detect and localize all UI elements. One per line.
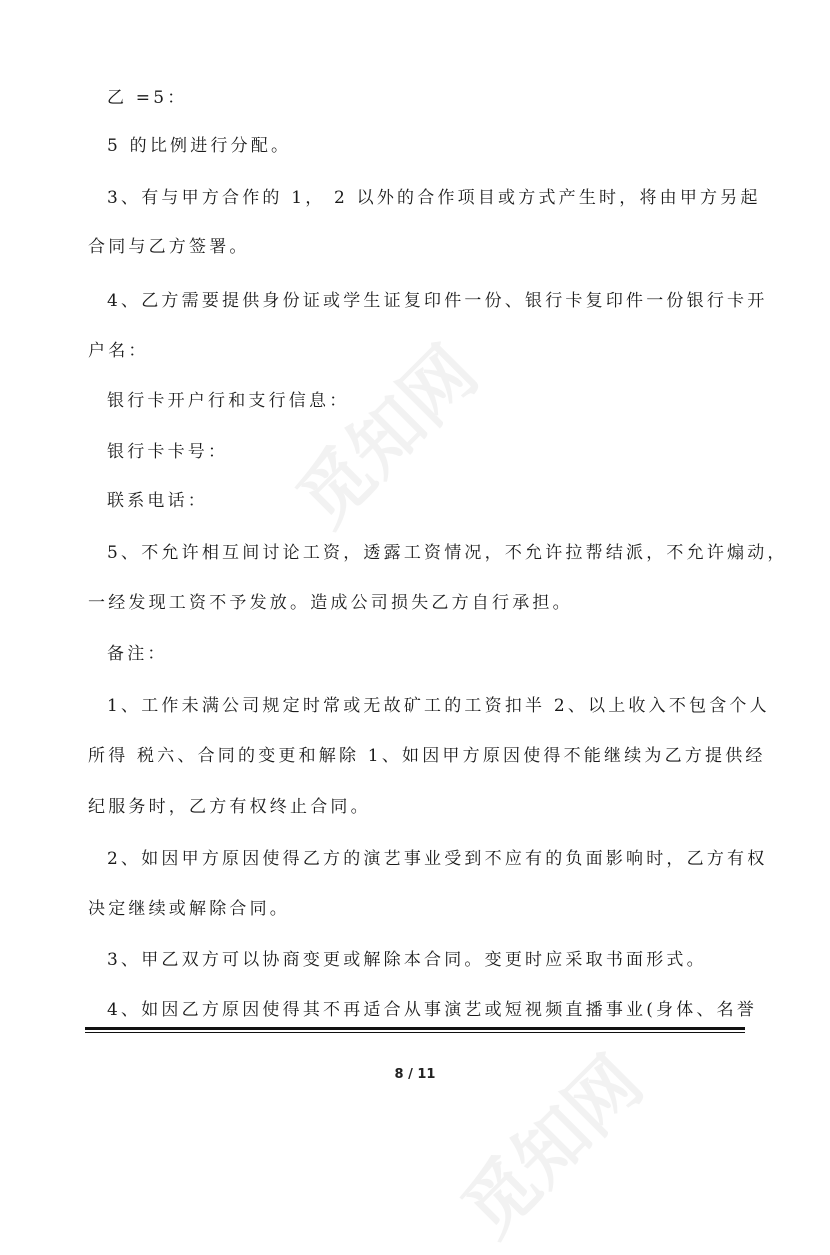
text-line: 联系电话： [107, 491, 208, 511]
text-line: 一经发现工资不予发放。造成公司损失乙方自行承担。 [88, 593, 573, 613]
watermark-bottom: 觅知网 [446, 1040, 659, 1253]
watermark: 觅知网 [281, 330, 494, 543]
text-line: 纪服务时，乙方有权终止合同。 [88, 797, 371, 817]
footer-rule-thin [85, 1032, 745, 1033]
text-line: 户名： [88, 341, 149, 361]
text-line: 银行卡卡号： [107, 442, 229, 462]
text-line: 所得 税六、合同的变更和解除 1、如因甲方原因使得不能继续为乙方提供经 [88, 746, 766, 766]
text-line: 4、如因乙方原因使得其不再适合从事演艺或短视频直播事业(身体、名誉 [107, 1000, 758, 1020]
text-line: 4、乙方需要提供身份证或学生证复印件一份、银行卡复印件一份银行卡开 [107, 291, 768, 311]
text-line: 合同与乙方签署。 [88, 237, 250, 257]
page-number: 8 / 11 [394, 1067, 436, 1082]
text-line: 3、甲乙双方可以协商变更或解除本合同。变更时应采取书面形式。 [107, 950, 707, 970]
text-line: 银行卡开户行和支行信息： [107, 391, 350, 411]
text-line: 3、有与甲方合作的 1， 2 以外的合作项目或方式产生时，将由甲方另起 [107, 188, 761, 208]
text-line: 5、不允许相互间讨论工资，透露工资情况，不允许拉帮结派，不允许煽动， [107, 543, 788, 563]
text-line: 乙 =5： [107, 88, 188, 108]
footer-rule-thick [85, 1027, 745, 1030]
text-line: 决定继续或解除合同。 [88, 899, 290, 919]
text-line: 2、如因甲方原因使得乙方的演艺事业受到不应有的负面影响时，乙方有权 [107, 849, 768, 869]
text-line: 5 的比例进行分配。 [107, 136, 292, 156]
text-line: 备注： [107, 644, 168, 664]
text-line: 1、工作未满公司规定时常或无故矿工的工资扣半 2、以上收入不包含个人 [107, 696, 770, 716]
